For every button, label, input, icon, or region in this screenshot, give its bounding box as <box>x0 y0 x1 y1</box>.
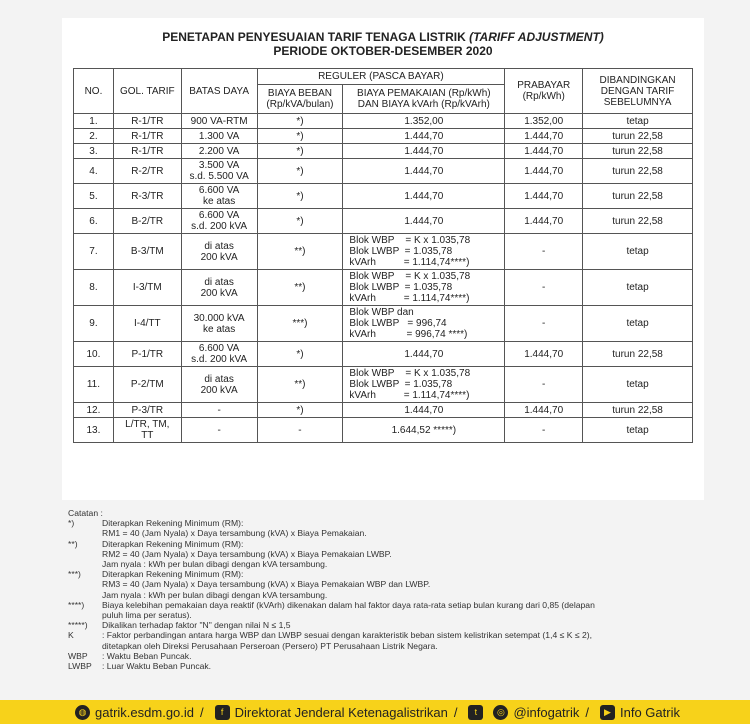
cell-no: 9. <box>74 306 114 342</box>
note-text: RM1 = 40 (Jam Nyala) x Daya tersambung (kVA) x Biaya Pemakaian. <box>102 528 367 539</box>
cell-no: 12. <box>74 403 114 418</box>
note-line <box>68 630 688 640</box>
cell-banding: turun 22,58 <box>583 129 693 144</box>
footer-separator: / <box>585 704 590 720</box>
header-pemakaian: BIAYA PEMAKAIAN (Rp/kWh) DAN BIAYA kVArh (Rp/kVArh) <box>343 85 505 114</box>
table-row <box>74 184 693 209</box>
cell-pemakaian: 1.444,70 <box>343 342 505 367</box>
header-reguler: REGULER (PASCA BAYAR) <box>257 69 505 85</box>
header-prabayar: PRABAYAR (Rp/kWh) <box>505 69 583 114</box>
table-row <box>74 342 693 367</box>
table-row <box>74 144 693 159</box>
cell-gol: B-2/TR <box>113 209 181 234</box>
cell-gol: R-1/TR <box>113 144 181 159</box>
note-text: Dikalikan terhadap faktor "N" dengan nilai N ≤ 1,5 <box>102 620 291 631</box>
cell-batas: 1.300 VA <box>181 129 257 144</box>
cell-beban: *) <box>257 129 343 144</box>
note-key <box>68 559 102 569</box>
cell-prabayar: 1.352,00 <box>505 114 583 129</box>
cell-prabayar: 1.444,70 <box>505 184 583 209</box>
cell-beban: *) <box>257 144 343 159</box>
notes <box>68 508 688 671</box>
cell-prabayar: 1.444,70 <box>505 209 583 234</box>
note-key: ***) <box>68 569 81 580</box>
cell-no: 4. <box>74 159 114 184</box>
table-body <box>74 114 693 443</box>
cell-beban: *) <box>257 114 343 129</box>
cell-gol: L/TR, TM, TT <box>113 418 181 443</box>
table-row <box>74 129 693 144</box>
cell-beban: *) <box>257 403 343 418</box>
table-row <box>74 270 693 306</box>
table-row <box>74 234 693 270</box>
table-row <box>74 209 693 234</box>
footer-website[interactable]: gatrik.esdm.go.id <box>95 704 195 720</box>
table-row <box>74 403 693 418</box>
cell-banding: turun 22,58 <box>583 184 693 209</box>
cell-gol: P-1/TR <box>113 342 181 367</box>
cell-beban: *) <box>257 184 343 209</box>
table-row <box>74 114 693 129</box>
note-text: Diterapkan Rekening Minimum (RM): <box>102 538 244 549</box>
note-line <box>68 559 688 569</box>
cell-banding: turun 22,58 <box>583 342 693 367</box>
note-text: ditetapkan oleh Direksi Perusahaan Perseroan (Persero) PT Perusahaan Listrik Negara. <box>102 640 438 651</box>
note-line <box>68 610 688 620</box>
cell-banding: tetap <box>583 418 693 443</box>
cell-gol: R-2/TR <box>113 159 181 184</box>
cell-gol: R-3/TR <box>113 184 181 209</box>
note-text: Jam nyala : kWh per bulan dibagi dengan kVA tersambung. <box>102 559 328 570</box>
cell-no: 11. <box>74 367 114 403</box>
cell-gol: R-1/TR <box>113 129 181 144</box>
note-line <box>68 590 688 600</box>
table-row <box>74 367 693 403</box>
cell-no: 3. <box>74 144 114 159</box>
cell-pemakaian: 1.444,70 <box>343 129 505 144</box>
instagram-icon: ◎ <box>493 705 508 720</box>
facebook-icon: f <box>215 705 230 720</box>
note-key <box>68 610 102 620</box>
cell-batas: 6.600 VA ke atas <box>181 184 257 209</box>
note-line <box>68 600 688 610</box>
note-key: WBP <box>68 650 88 661</box>
note-line <box>68 651 688 661</box>
header-beban: BIAYA BEBAN (Rp/kVA/bulan) <box>257 85 343 114</box>
table-row <box>74 306 693 342</box>
note-key <box>68 579 102 589</box>
note-line <box>68 549 688 559</box>
note-text: Diterapkan Rekening Minimum (RM): <box>102 569 244 580</box>
note-key <box>68 528 102 538</box>
cell-banding: tetap <box>583 234 693 270</box>
cell-no: 7. <box>74 234 114 270</box>
cell-beban: - <box>257 418 343 443</box>
header-batas: BATAS DAYA <box>181 69 257 114</box>
cell-prabayar: 1.444,70 <box>505 129 583 144</box>
cell-pemakaian: 1.644,52 *****) <box>343 418 505 443</box>
footer-separator: / <box>453 704 458 720</box>
cell-prabayar: 1.444,70 <box>505 403 583 418</box>
cell-banding: tetap <box>583 270 693 306</box>
cell-beban: **) <box>257 270 343 306</box>
footer-bar <box>0 700 750 724</box>
note-text: Diterapkan Rekening Minimum (RM): <box>102 518 244 529</box>
table-row <box>74 159 693 184</box>
cell-batas: 30.000 kVA ke atas <box>181 306 257 342</box>
note-text: : Luar Waktu Beban Puncak. <box>102 661 212 672</box>
cell-prabayar: 1.444,70 <box>505 144 583 159</box>
cell-batas: di atas 200 kVA <box>181 234 257 270</box>
note-text: Biaya kelebihan pemakaian daya reaktif (kVArh) dikenakan dalam hal faktor daya rata-rata setiap bulan kurang dari 0,85 (delapan <box>102 599 595 610</box>
tariff-card <box>62 18 704 500</box>
note-line <box>68 569 688 579</box>
cell-banding: turun 22,58 <box>583 209 693 234</box>
cell-beban: **) <box>257 367 343 403</box>
cell-no: 10. <box>74 342 114 367</box>
note-text: Jam nyala : kWh per bulan dibagi dengan kVA tersambung. <box>102 589 328 600</box>
cell-batas: 6.600 VA s.d. 200 kVA <box>181 342 257 367</box>
note-text: : Waktu Beban Puncak. <box>102 650 192 661</box>
cell-beban: *) <box>257 209 343 234</box>
footer-separator: / <box>200 704 204 720</box>
note-text: RM2 = 40 (Jam Nyala) x Daya tersambung (kVA) x Biaya Pemakaian LWBP. <box>102 548 392 559</box>
cell-pemakaian: Blok WBP = K x 1.035,78 Blok LWBP = 1.035,78 kVArh = 1.114,74****) <box>343 367 505 403</box>
cell-prabayar: - <box>505 367 583 403</box>
title-main: PENETAPAN PENYESUAIAN TARIF TENAGA LISTRIK <box>162 30 466 44</box>
notes-heading: Catatan : <box>68 508 103 518</box>
cell-prabayar: 1.444,70 <box>505 342 583 367</box>
cell-pemakaian: 1.444,70 <box>343 144 505 159</box>
cell-gol: B-3/TM <box>113 234 181 270</box>
cell-prabayar: 1.444,70 <box>505 159 583 184</box>
cell-no: 13. <box>74 418 114 443</box>
cell-pemakaian: 1.444,70 <box>343 403 505 418</box>
note-line <box>68 518 688 528</box>
note-key: ****) <box>68 599 85 610</box>
cell-beban: *) <box>257 159 343 184</box>
cell-banding: turun 22,58 <box>583 159 693 184</box>
cell-batas: 900 VA-RTM <box>181 114 257 129</box>
table-row <box>74 418 693 443</box>
cell-prabayar: - <box>505 418 583 443</box>
note-key: K <box>68 630 74 641</box>
cell-gol: I-4/TT <box>113 306 181 342</box>
cell-beban: *) <box>257 342 343 367</box>
cell-gol: I-3/TM <box>113 270 181 306</box>
cell-no: 2. <box>74 129 114 144</box>
globe-icon: ◍ <box>75 705 90 720</box>
cell-pemakaian: Blok WBP dan Blok LWBP = 996,74 kVArh = 996,74 ****) <box>343 306 505 342</box>
cell-batas: - <box>181 418 257 443</box>
cell-prabayar: - <box>505 270 583 306</box>
note-key: **) <box>68 538 78 549</box>
cell-banding: tetap <box>583 367 693 403</box>
tariff-table <box>73 68 693 443</box>
cell-pemakaian: 1.352,00 <box>343 114 505 129</box>
footer-facebook[interactable]: Direktorat Jenderal Ketenagalistrikan <box>234 704 448 720</box>
note-text: RM3 = 40 (Jam Nyala) x Daya tersambung (kVA) x Biaya Pemakaian WBP dan LWBP. <box>102 579 431 590</box>
header-dibandingkan: DIBANDINGKAN DENGAN TARIF SEBELUMNYA <box>583 69 693 114</box>
cell-batas: di atas 200 kVA <box>181 270 257 306</box>
note-line <box>68 539 688 549</box>
cell-pemakaian: 1.444,70 <box>343 159 505 184</box>
page-title <box>62 30 704 58</box>
note-key <box>68 590 102 600</box>
title-period: PERIODE OKTOBER-DESEMBER 2020 <box>273 44 493 58</box>
cell-banding: tetap <box>583 306 693 342</box>
note-line <box>68 620 688 630</box>
note-key: *) <box>68 518 75 529</box>
cell-pemakaian: 1.444,70 <box>343 184 505 209</box>
cell-batas: di atas 200 kVA <box>181 367 257 403</box>
cell-banding: turun 22,58 <box>583 144 693 159</box>
note-line <box>68 641 688 651</box>
cell-batas: 6.600 VA s.d. 200 kVA <box>181 209 257 234</box>
note-key: *****) <box>68 620 88 631</box>
footer-youtube[interactable]: Info Gatrik <box>620 704 680 720</box>
cell-batas: - <box>181 403 257 418</box>
cell-no: 1. <box>74 114 114 129</box>
note-key: LWBP <box>68 661 92 672</box>
title-italic: (TARIFF ADJUSTMENT) <box>469 30 604 44</box>
cell-pemakaian: Blok WBP = K x 1.035,78 Blok LWBP = 1.035,78 kVArh = 1.114,74****) <box>343 234 505 270</box>
cell-no: 5. <box>74 184 114 209</box>
note-line <box>68 661 688 671</box>
note-text: : Faktor perbandingan antara harga WBP dan LWBP sesuai dengan karakteristik beban sistem kelistrikan setempat (1,4 ≤ K ≤ 2), <box>102 630 592 641</box>
cell-gol: R-1/TR <box>113 114 181 129</box>
cell-beban: ***) <box>257 306 343 342</box>
note-line <box>68 528 688 538</box>
cell-gol: P-3/TR <box>113 403 181 418</box>
youtube-icon: ▶ <box>600 705 615 720</box>
note-line <box>68 579 688 589</box>
cell-prabayar: - <box>505 234 583 270</box>
cell-pemakaian: 1.444,70 <box>343 209 505 234</box>
cell-batas: 2.200 VA <box>181 144 257 159</box>
cell-banding: turun 22,58 <box>583 403 693 418</box>
header-no: NO. <box>74 69 114 114</box>
note-key <box>68 641 102 651</box>
cell-prabayar: - <box>505 306 583 342</box>
twitter-icon: t <box>468 705 483 720</box>
cell-gol: P-2/TM <box>113 367 181 403</box>
cell-beban: **) <box>257 234 343 270</box>
footer-social-handle[interactable]: @infogatrik <box>513 704 580 720</box>
note-text: puluh lima per seratus). <box>102 610 192 621</box>
notes-list <box>68 518 688 671</box>
note-key <box>68 549 102 559</box>
cell-banding: tetap <box>583 114 693 129</box>
cell-no: 6. <box>74 209 114 234</box>
cell-no: 8. <box>74 270 114 306</box>
header-gol: GOL. TARIF <box>113 69 181 114</box>
cell-batas: 3.500 VA s.d. 5.500 VA <box>181 159 257 184</box>
cell-pemakaian: Blok WBP = K x 1.035,78 Blok LWBP = 1.035,78 kVArh = 1.114,74****) <box>343 270 505 306</box>
